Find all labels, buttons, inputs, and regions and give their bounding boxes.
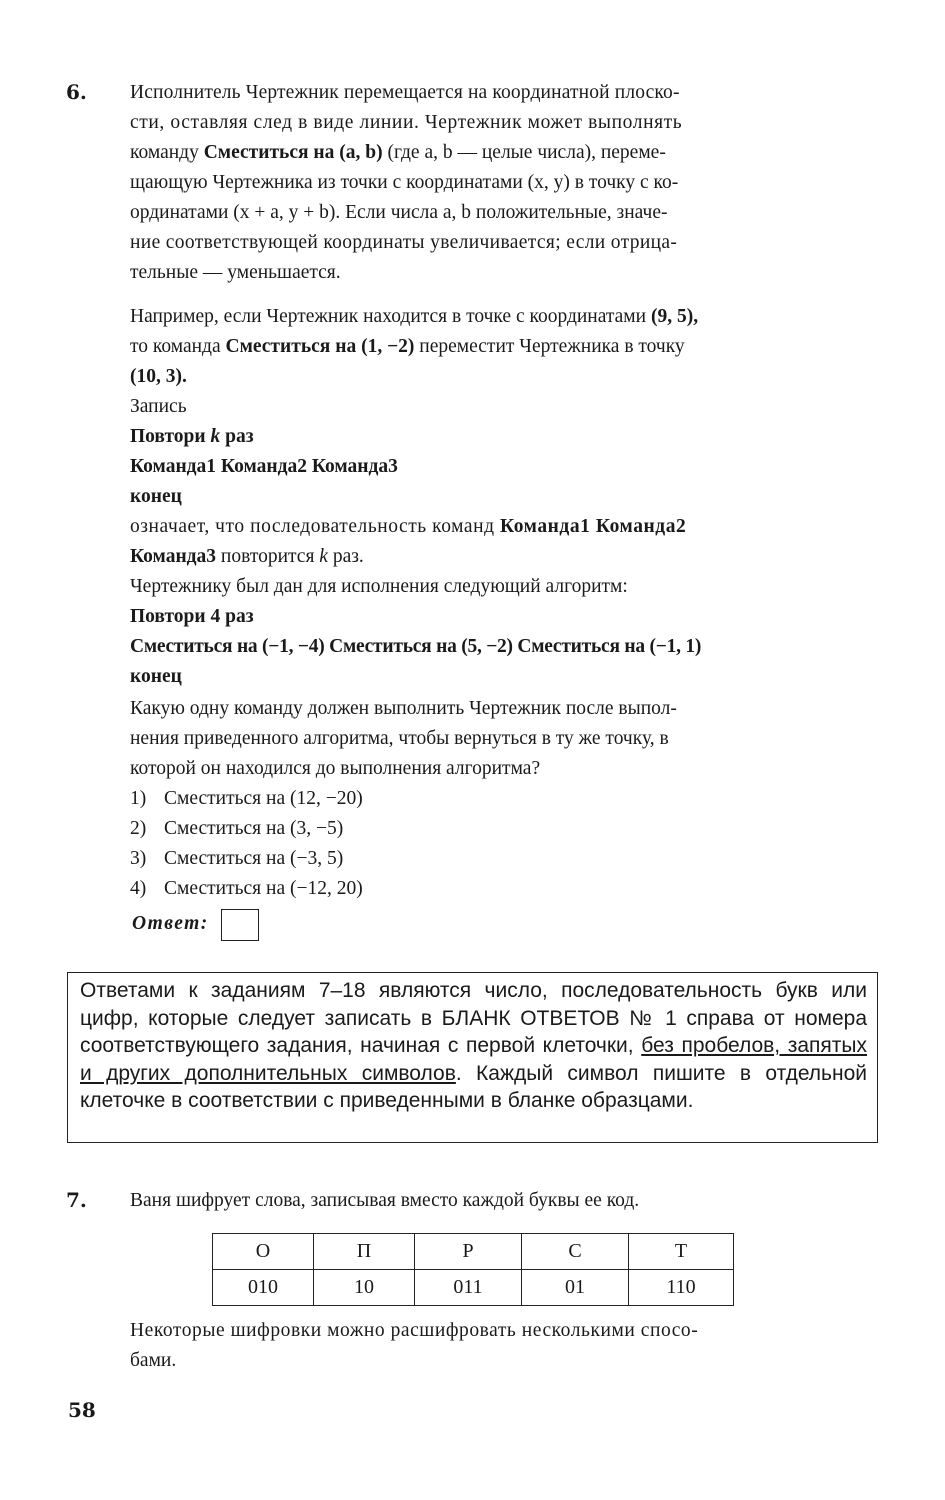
question-line-3: которой он находился до выполнения алгоритма?: [130, 758, 541, 779]
given-algorithm-text: Чертежнику был дан для исполнения следующий алгоритм:: [130, 576, 628, 597]
option-2-text: Сместиться на (3, −5): [164, 818, 344, 839]
task-6-intro-line-2: сти, оставляя след в виде линии. Чертежник может выполнять: [130, 112, 683, 133]
task-6-example-command: Сместиться на (1, −2): [225, 336, 415, 357]
record-commands: Команда1 Команда2 Команда3: [130, 456, 398, 477]
record-k: k: [210, 426, 221, 447]
means-tail: повторится: [220, 546, 315, 567]
task-6-command-tail: (где a, b — целые числа), переме-: [387, 142, 666, 163]
means-command-3: Команда3: [130, 546, 217, 567]
record-label: Запись: [130, 396, 187, 417]
task-6-command-lead: команду: [130, 142, 199, 163]
answer-label: Ответ:: [132, 913, 209, 934]
algorithm-repeat: Повтори 4 раз: [130, 606, 254, 627]
letter-cell: П: [314, 1234, 415, 1270]
means-line-2: [130, 542, 878, 572]
question-line-1: Какую одну команду должен выполнить Чертежник после выпол-: [130, 698, 677, 719]
record-repeat-word: Повтори: [130, 426, 206, 447]
code-cell: 010: [213, 1270, 314, 1306]
question-line-2: нения приведенного алгоритма, чтобы вернуться в ту же точку, в: [130, 728, 669, 749]
option-2-number: 2): [130, 818, 147, 839]
code-cell: 110: [629, 1270, 734, 1306]
letter-cell: О: [213, 1234, 314, 1270]
means-line-1: [130, 512, 878, 542]
means-text: означает, что последовательность команд: [130, 516, 495, 537]
record-times: раз: [225, 426, 254, 447]
task-7-intro: Ваня шифрует слова, записывая вместо каждой буквы ее код.: [130, 1190, 640, 1211]
algorithm-end: конец: [130, 666, 182, 687]
code-cell: 10: [314, 1270, 415, 1306]
option-1-text: Сместиться на (12, −20): [164, 788, 363, 809]
task-6-intro-line-1: Исполнитель Чертежник перемещается на координатной плоско-: [130, 82, 680, 103]
instruction-text: Ответами к заданиям 7–18 являются число, последовательность букв или цифр, которые следует записать в БЛАНК ОТВЕТОВ № 1 справа от номера соответствующего задания, начиная с первой клеточки,: [80, 979, 867, 1057]
task-7-outro-line-1: Некоторые шифровки можно расшифровать несколькими спосо-: [130, 1320, 699, 1341]
task-6-example-point: (9, 5),: [650, 306, 699, 327]
task-6-example-text: Например, если Чертежник находится в точке с координатами: [130, 306, 647, 327]
task-6-intro-line-6: ние соответствующей координаты увеличивается; если отрица-: [130, 232, 678, 253]
option-4-text: Сместиться на (−12, 20): [164, 878, 363, 899]
letter-cell: Т: [629, 1234, 734, 1270]
task-6-number: 6.: [66, 80, 87, 104]
task-6-example-tail: переместит Чертежника в точку: [419, 336, 685, 357]
record-repeat-line: [130, 422, 878, 452]
option-4: [130, 874, 878, 904]
code-table: [212, 1233, 734, 1306]
page-number: 58: [68, 1398, 96, 1422]
instruction-tail: . Каждый символ пишите в отдельной клеточке в соответствии с приведенными в бланке образцами.: [80, 1061, 868, 1112]
option-3-number: 3): [130, 848, 147, 869]
task-7-number: 7.: [66, 1188, 87, 1212]
task-6-intro-line-4: щающую Чертежника из точки с координатами (x, y) в точку с ко-: [130, 172, 679, 193]
instruction-box: [67, 972, 878, 1143]
task-7-outro-line-2: бами.: [130, 1350, 177, 1371]
algorithm-body: Сместиться на (−1, −4) Сместиться на (5, −2) Сместиться на (−1, 1): [130, 636, 702, 657]
letters-row: [213, 1234, 734, 1270]
option-3-text: Сместиться на (−3, 5): [164, 848, 344, 869]
option-4-number: 4): [130, 878, 147, 899]
option-2: [130, 814, 878, 844]
task-6-shift-command: Сместиться на (a, b): [203, 142, 383, 163]
code-cell: 01: [522, 1270, 629, 1306]
task-6-intro-line-3: [130, 138, 878, 168]
option-3: [130, 844, 878, 874]
option-1: [130, 784, 878, 814]
codes-row: [213, 1270, 734, 1306]
letter-cell: С: [522, 1234, 629, 1270]
option-1-number: 1): [130, 788, 147, 809]
task-6-intro-line-7: тельные — уменьшается.: [130, 262, 341, 283]
task-6-example-line-2: [130, 332, 878, 362]
task-6-example-lead: то команда: [130, 336, 221, 357]
task-6-example-result: (10, 3).: [130, 366, 187, 387]
means-end: раз.: [332, 546, 364, 567]
task-6-intro-line-5: ординатами (x + a, y + b). Если числа a, b положительные, значе-: [130, 202, 668, 223]
answer-row: [132, 906, 880, 946]
means-commands: Команда1 Команда2: [500, 516, 687, 537]
code-cell: 011: [415, 1270, 522, 1306]
instruction-underlined: без пробелов, запятых и других дополнительных символов: [80, 1034, 867, 1085]
task-6-example-line-1: [130, 302, 878, 332]
answer-box[interactable]: [221, 909, 259, 941]
letter-cell: Р: [415, 1234, 522, 1270]
record-end: конец: [130, 486, 182, 507]
means-k: k: [319, 546, 328, 567]
